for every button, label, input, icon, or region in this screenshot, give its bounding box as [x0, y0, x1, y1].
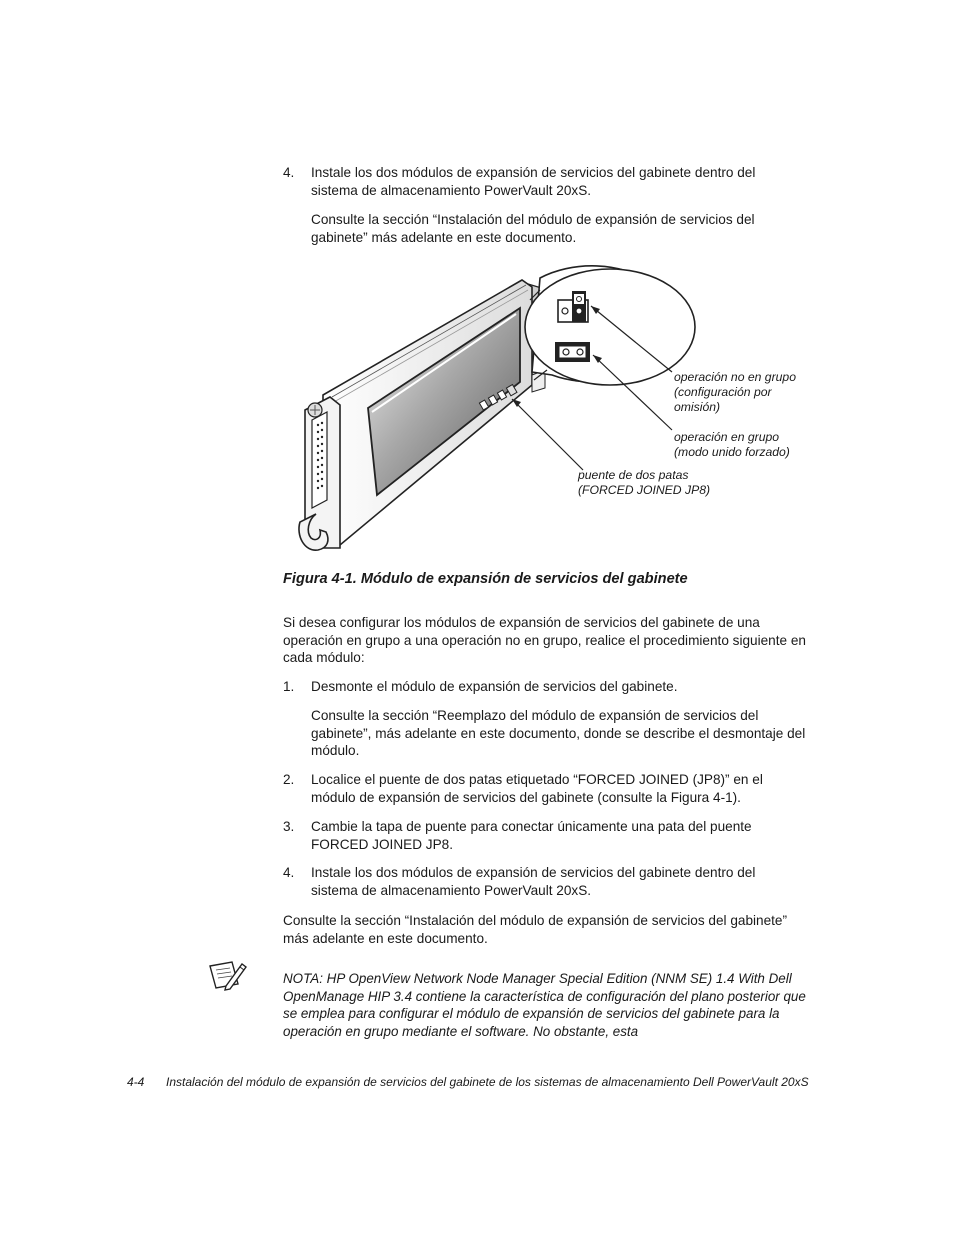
step-number: 1. [283, 679, 295, 694]
note-pencil-icon [208, 958, 248, 992]
step-subtext: Consulte la sección “Instalación del módulo de expansión de servicios del gabinete” más adelante en este documento. [311, 212, 755, 245]
page-number: 4-4 [127, 1075, 145, 1089]
step-text: Instale los dos módulos de expansión de servicios del gabinete dentro del sistema de almacenamiento PowerVault 20xS. [311, 165, 756, 198]
step-text: Localice el puente de dos patas etiquetado “FORCED JOINED (JP8)” en el módulo de expansión de servicios del gabinete (consulte la Figura 4-1). [311, 772, 763, 805]
callout-non-group: operación no en grupo (configuración por omisión) [674, 370, 796, 414]
step-text: Cambie la tapa de puente para conectar únicamente una pata del puente FORCED JOINED JP8. [311, 819, 752, 852]
note-text: NOTA: HP OpenView Network Node Manager Special Edition (NNM SE) 1.4 With Dell OpenManage HIP 3.4 contiene la característica de configuración del plano posterior que se emplea para configurar el módulo de expansión de servicios del gabinete para la operación en grupo mediante el software. No obstante, esta [283, 971, 806, 1039]
closing-paragraph: Consulte la sección “Instalación del módulo de expansión de servicios del gabinete” más adelante en este documento. [283, 913, 788, 946]
callout-jumper: puente de dos patas (FORCED JOINED JP8) [578, 468, 711, 497]
intro-paragraph: Si desea configurar los módulos de expansión de servicios del gabinete de una operación en grupo a una operación no en grupo, realice el procedimiento siguiente en cada módulo: [283, 615, 806, 665]
step-number: 3. [283, 819, 295, 834]
step-number: 2. [283, 772, 295, 787]
step-number: 4. [283, 165, 295, 180]
step-text: Desmonte el módulo de expansión de servicios del gabinete. [311, 679, 678, 694]
step-text: Instale los dos módulos de expansión de servicios del gabinete dentro del sistema de almacenamiento PowerVault 20xS. [311, 865, 756, 898]
step-subtext: Consulte la sección “Reemplazo del módulo de expansión de servicios del gabinete”, más adelante en este documento, donde se describe el desmontaje del módulo. [311, 708, 806, 758]
step-number: 4. [283, 865, 295, 880]
figure-caption: Figura 4-1. Módulo de expansión de servicios del gabinete [283, 571, 688, 587]
footer-title: Instalación del módulo de expansión de servicios del gabinete de los sistemas de almacenamiento Dell PowerVault 20xS [166, 1075, 809, 1089]
callout-group: operación en grupo (modo unido forzado) [674, 430, 790, 459]
